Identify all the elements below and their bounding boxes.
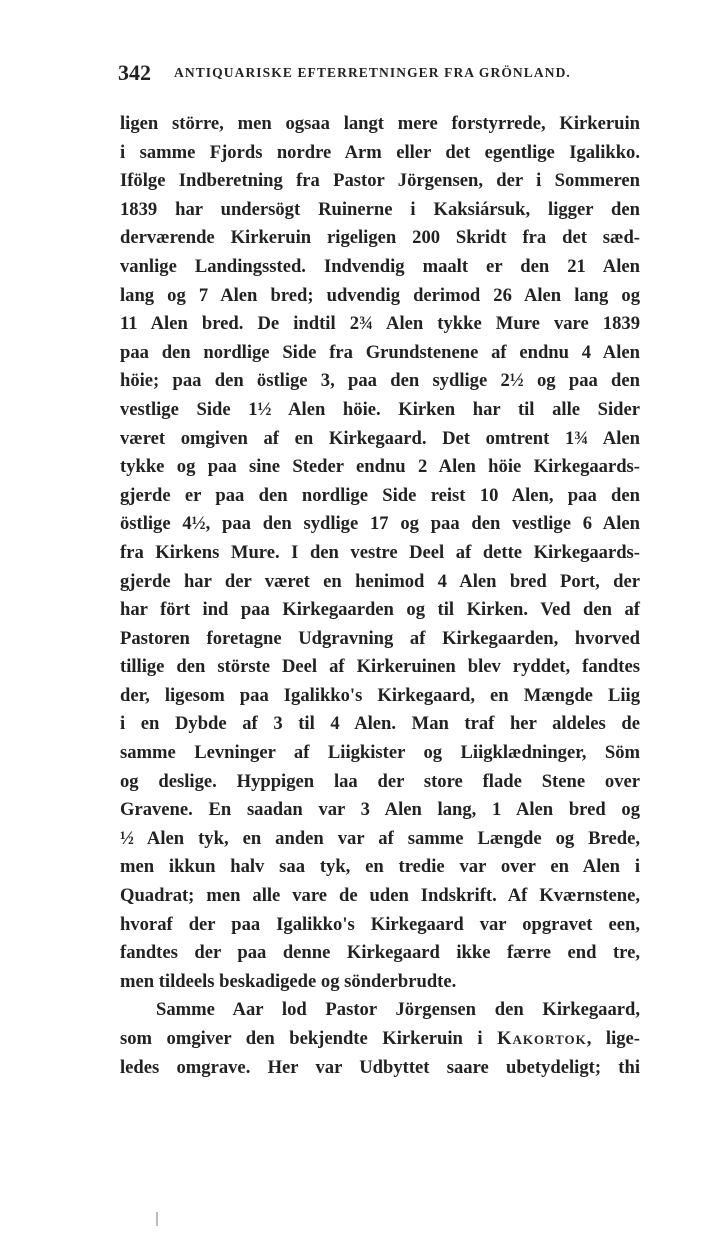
text-line: i samme Fjords nordre Arm eller det egentlige Igalikko. (120, 141, 640, 163)
text-line: Pastoren foretagne Udgravning af Kirkegaarden, hvorved (120, 627, 640, 649)
text-line: östlige 4½, paa den sydlige 17 og paa den vestlige 6 Alen (120, 513, 640, 535)
text-line: Ifölge Indberetning fra Pastor Jörgensen, der i Sommeren (120, 170, 640, 192)
text-line: gjerde har der været en henimod 4 Alen bred Port, der (120, 570, 640, 592)
text-line: og deslige. Hyppigen laa der store flade Stene over (120, 770, 640, 792)
text-line: Quadrat; men alle vare de uden Indskrift. Af Kværnstene, (120, 885, 640, 907)
running-title: ANTIQUARISKE EFTERRETNINGER FRA GRÖNLAND. (174, 65, 571, 80)
text-line: fandtes der paa denne Kirkegaard ikke færre end tre, (120, 942, 640, 964)
text-line: lang og 7 Alen bred; udvendig derimod 26 Alen lang og (120, 284, 640, 306)
place-name-kakortok: Kakortok (497, 1028, 587, 1049)
text-line-with-place-name (120, 1025, 640, 1054)
paragraph-end-line: men tildeels beskadigede og sönderbrudte. (120, 970, 457, 992)
text-line: har fört ind paa Kirkegaarden og til Kirken. Ved den af (120, 599, 640, 621)
text-line: 1839 har undersögt Ruinerne i Kaksiársuk, ligger den (120, 198, 640, 220)
text-line: fra Kirkens Mure. I den vestre Deel af dette Kirkegaards- (120, 541, 640, 563)
text-line: Gravene. En saadan var 3 Alen lang, 1 Alen bred og (120, 799, 640, 821)
scan-mark (156, 1212, 158, 1226)
text-line: men ikkun halv saa tyk, en tredie var over en Alen i (120, 856, 640, 878)
text-line: været omgiven af en Kirkegaard. Det omtrent 1¾ Alen (120, 427, 640, 449)
text-line: ligen större, men ogsaa langt mere forstyrrede, Kirkeruin (120, 113, 640, 134)
text-line: gjerde er paa den nordlige Side reist 10 Alen, paa den (120, 484, 640, 506)
text-line: tykke og paa sine Steder endnu 2 Alen höie Kirkegaards- (120, 456, 640, 478)
text-line: ½ Alen tyk, en anden var af samme Længde og Brede, (120, 827, 640, 849)
page-number: 342 (118, 60, 151, 85)
text-line: 11 Alen bred. De indtil 2¾ Alen tykke Mure vare 1839 (120, 313, 640, 335)
running-head (118, 60, 638, 90)
text-segment: som omgiver den bekjendte Kirkeruin i (120, 1028, 498, 1049)
text-line: vestlige Side 1½ Alen höie. Kirken har til alle Sider (120, 398, 640, 420)
text-segment: , lige- (586, 1028, 640, 1049)
text-line: höie; paa den östlige 3, paa den sydlige 2½ og paa den (120, 370, 640, 392)
text-line: paa den nordlige Side fra Grundstenene af endnu 4 Alen (120, 341, 640, 363)
text-line: tillige den störste Deel af Kirkeruinen blev ryddet, fandtes (120, 656, 640, 678)
text-line: hvoraf der paa Igalikko's Kirkegaard var opgravet een, (120, 913, 640, 935)
text-line: der, ligesom paa Igalikko's Kirkegaard, en Mængde Liig (120, 684, 640, 706)
text-line: vanlige Landingssted. Indvendig maalt er den 21 Alen (120, 255, 640, 277)
text-line: ledes omgrave. Her var Udbyttet saare ubetydeligt; thi (120, 1056, 640, 1078)
text-line: i en Dybde af 3 til 4 Alen. Man traf her aldeles de (120, 713, 640, 735)
body-text (120, 110, 640, 1082)
paragraph-start-line: Samme Aar lod Pastor Jörgensen den Kirkegaard, (156, 999, 640, 1021)
text-line: derværende Kirkeruin rigeligen 200 Skridt fra det sæd- (120, 227, 640, 249)
text-line: samme Levninger af Liigkister og Liigklædninger, Söm (120, 742, 640, 764)
